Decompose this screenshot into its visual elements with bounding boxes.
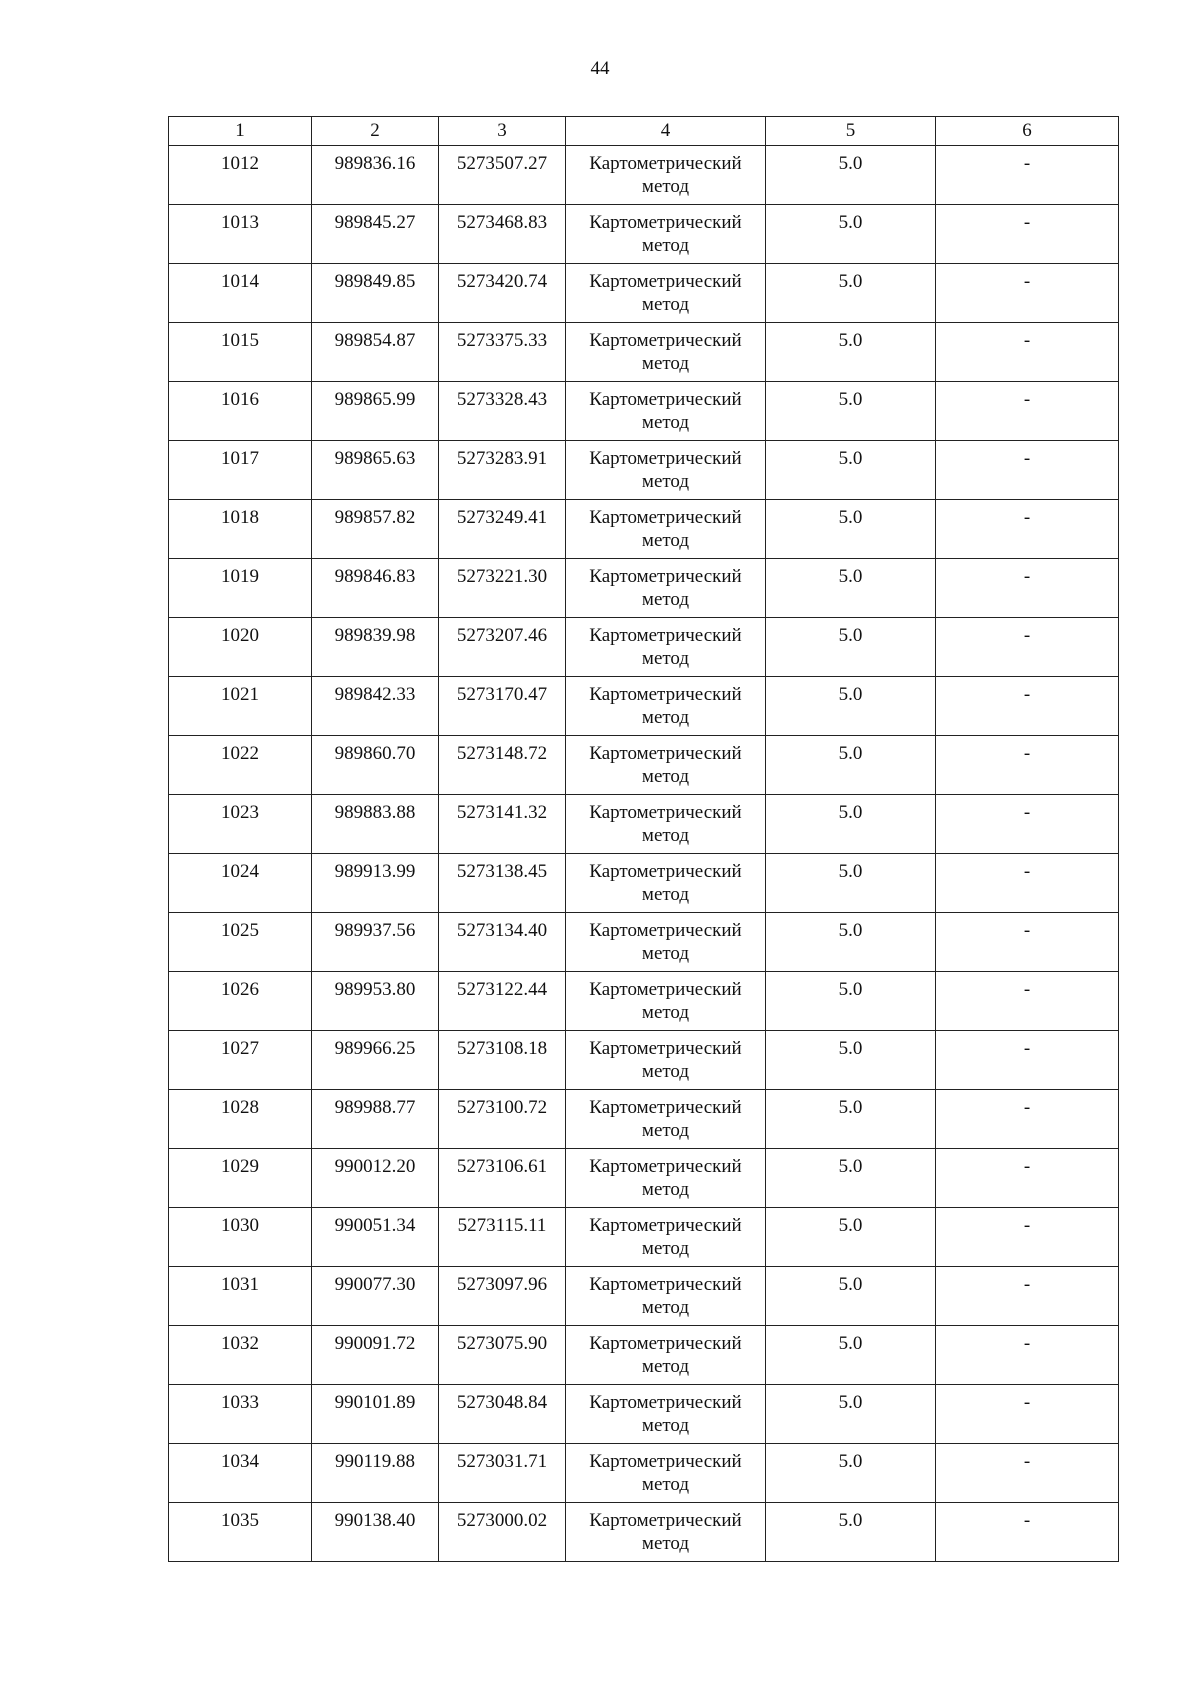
header-cell-1: 1: [169, 117, 312, 146]
cell-x-coordinate: 990138.40: [312, 1503, 439, 1562]
cell-y-coordinate: 5273507.27: [439, 146, 566, 205]
table-row: [169, 1326, 1119, 1385]
table-row: [169, 618, 1119, 677]
header-cell-6: 6: [936, 117, 1119, 146]
table-row: [169, 736, 1119, 795]
table-row: [169, 677, 1119, 736]
cell-y-coordinate: 5273134.40: [439, 913, 566, 972]
cell-method: Картометрический метод: [566, 205, 766, 264]
cell-note: -: [936, 1385, 1119, 1444]
cell-method: Картометрический метод: [566, 500, 766, 559]
cell-method: Картометрический метод: [566, 1031, 766, 1090]
cell-x-coordinate: 989857.82: [312, 500, 439, 559]
cell-accuracy: 5.0: [766, 972, 936, 1031]
cell-point-number: 1022: [169, 736, 312, 795]
table-body: [169, 146, 1119, 1562]
table-row: [169, 205, 1119, 264]
cell-x-coordinate: 989849.85: [312, 264, 439, 323]
cell-method: Картометрический метод: [566, 913, 766, 972]
cell-accuracy: 5.0: [766, 441, 936, 500]
table-row: [169, 972, 1119, 1031]
cell-x-coordinate: 989846.83: [312, 559, 439, 618]
cell-method: Картометрический метод: [566, 1149, 766, 1208]
cell-y-coordinate: 5273420.74: [439, 264, 566, 323]
cell-x-coordinate: 989937.56: [312, 913, 439, 972]
header-row: [169, 117, 1119, 146]
cell-accuracy: 5.0: [766, 913, 936, 972]
header-cell-3: 3: [439, 117, 566, 146]
cell-point-number: 1020: [169, 618, 312, 677]
table-row: [169, 913, 1119, 972]
cell-y-coordinate: 5273097.96: [439, 1267, 566, 1326]
cell-accuracy: 5.0: [766, 1385, 936, 1444]
cell-method: Картометрический метод: [566, 1267, 766, 1326]
cell-method: Картометрический метод: [566, 559, 766, 618]
cell-note: -: [936, 736, 1119, 795]
cell-note: -: [936, 1208, 1119, 1267]
cell-note: -: [936, 264, 1119, 323]
cell-note: -: [936, 500, 1119, 559]
header-cell-5: 5: [766, 117, 936, 146]
cell-note: -: [936, 854, 1119, 913]
cell-accuracy: 5.0: [766, 382, 936, 441]
cell-point-number: 1029: [169, 1149, 312, 1208]
cell-y-coordinate: 5273468.83: [439, 205, 566, 264]
cell-x-coordinate: 989836.16: [312, 146, 439, 205]
cell-note: -: [936, 146, 1119, 205]
cell-point-number: 1031: [169, 1267, 312, 1326]
cell-accuracy: 5.0: [766, 1267, 936, 1326]
cell-y-coordinate: 5273221.30: [439, 559, 566, 618]
cell-point-number: 1026: [169, 972, 312, 1031]
cell-point-number: 1012: [169, 146, 312, 205]
cell-accuracy: 5.0: [766, 795, 936, 854]
cell-point-number: 1015: [169, 323, 312, 382]
cell-note: -: [936, 1090, 1119, 1149]
table-row: [169, 1208, 1119, 1267]
cell-method: Картометрический метод: [566, 1208, 766, 1267]
cell-point-number: 1013: [169, 205, 312, 264]
table-row: [169, 1149, 1119, 1208]
cell-y-coordinate: 5273138.45: [439, 854, 566, 913]
cell-note: -: [936, 972, 1119, 1031]
header-cell-4: 4: [566, 117, 766, 146]
cell-y-coordinate: 5273328.43: [439, 382, 566, 441]
cell-y-coordinate: 5273075.90: [439, 1326, 566, 1385]
coordinates-table: [168, 116, 1119, 1562]
cell-point-number: 1017: [169, 441, 312, 500]
cell-accuracy: 5.0: [766, 677, 936, 736]
cell-note: -: [936, 1326, 1119, 1385]
cell-y-coordinate: 5273170.47: [439, 677, 566, 736]
cell-x-coordinate: 989883.88: [312, 795, 439, 854]
cell-method: Картометрический метод: [566, 1503, 766, 1562]
cell-method: Картометрический метод: [566, 854, 766, 913]
cell-x-coordinate: 990119.88: [312, 1444, 439, 1503]
cell-accuracy: 5.0: [766, 1031, 936, 1090]
cell-point-number: 1024: [169, 854, 312, 913]
cell-note: -: [936, 441, 1119, 500]
cell-note: -: [936, 1444, 1119, 1503]
cell-y-coordinate: 5273207.46: [439, 618, 566, 677]
cell-method: Картометрический метод: [566, 736, 766, 795]
cell-x-coordinate: 989854.87: [312, 323, 439, 382]
cell-method: Картометрический метод: [566, 146, 766, 205]
cell-method: Картометрический метод: [566, 618, 766, 677]
table-row: [169, 1503, 1119, 1562]
table-row: [169, 1267, 1119, 1326]
cell-y-coordinate: 5273108.18: [439, 1031, 566, 1090]
cell-point-number: 1023: [169, 795, 312, 854]
table-row: [169, 441, 1119, 500]
cell-point-number: 1035: [169, 1503, 312, 1562]
cell-point-number: 1030: [169, 1208, 312, 1267]
table-row: [169, 559, 1119, 618]
cell-point-number: 1014: [169, 264, 312, 323]
cell-accuracy: 5.0: [766, 559, 936, 618]
cell-method: Картометрический метод: [566, 382, 766, 441]
cell-y-coordinate: 5273249.41: [439, 500, 566, 559]
cell-x-coordinate: 989913.99: [312, 854, 439, 913]
cell-y-coordinate: 5273031.71: [439, 1444, 566, 1503]
cell-x-coordinate: 989988.77: [312, 1090, 439, 1149]
cell-point-number: 1016: [169, 382, 312, 441]
cell-x-coordinate: 990091.72: [312, 1326, 439, 1385]
table-row: [169, 146, 1119, 205]
cell-accuracy: 5.0: [766, 1149, 936, 1208]
cell-x-coordinate: 990077.30: [312, 1267, 439, 1326]
cell-x-coordinate: 990012.20: [312, 1149, 439, 1208]
cell-point-number: 1034: [169, 1444, 312, 1503]
cell-point-number: 1033: [169, 1385, 312, 1444]
cell-note: -: [936, 323, 1119, 382]
cell-note: -: [936, 618, 1119, 677]
cell-method: Картометрический метод: [566, 1090, 766, 1149]
cell-method: Картометрический метод: [566, 1444, 766, 1503]
cell-accuracy: 5.0: [766, 500, 936, 559]
table-row: [169, 854, 1119, 913]
cell-x-coordinate: 989860.70: [312, 736, 439, 795]
cell-note: -: [936, 677, 1119, 736]
cell-note: -: [936, 913, 1119, 972]
cell-x-coordinate: 990101.89: [312, 1385, 439, 1444]
table-row: [169, 323, 1119, 382]
cell-method: Картометрический метод: [566, 323, 766, 382]
table-row: [169, 264, 1119, 323]
cell-y-coordinate: 5273000.02: [439, 1503, 566, 1562]
table-row: [169, 1444, 1119, 1503]
table-row: [169, 1090, 1119, 1149]
cell-point-number: 1019: [169, 559, 312, 618]
cell-point-number: 1027: [169, 1031, 312, 1090]
cell-method: Картометрический метод: [566, 1326, 766, 1385]
cell-accuracy: 5.0: [766, 854, 936, 913]
cell-accuracy: 5.0: [766, 323, 936, 382]
cell-method: Картометрический метод: [566, 441, 766, 500]
header-cell-2: 2: [312, 117, 439, 146]
table-row: [169, 500, 1119, 559]
cell-y-coordinate: 5273100.72: [439, 1090, 566, 1149]
cell-accuracy: 5.0: [766, 618, 936, 677]
cell-x-coordinate: 989845.27: [312, 205, 439, 264]
cell-accuracy: 5.0: [766, 264, 936, 323]
cell-note: -: [936, 1149, 1119, 1208]
cell-accuracy: 5.0: [766, 1090, 936, 1149]
cell-y-coordinate: 5273115.11: [439, 1208, 566, 1267]
cell-x-coordinate: 989865.99: [312, 382, 439, 441]
cell-method: Картометрический метод: [566, 972, 766, 1031]
cell-x-coordinate: 990051.34: [312, 1208, 439, 1267]
cell-y-coordinate: 5273122.44: [439, 972, 566, 1031]
cell-note: -: [936, 1031, 1119, 1090]
cell-y-coordinate: 5273375.33: [439, 323, 566, 382]
cell-note: -: [936, 559, 1119, 618]
cell-point-number: 1018: [169, 500, 312, 559]
cell-method: Картометрический метод: [566, 677, 766, 736]
cell-accuracy: 5.0: [766, 146, 936, 205]
cell-x-coordinate: 989966.25: [312, 1031, 439, 1090]
cell-accuracy: 5.0: [766, 1444, 936, 1503]
table-row: [169, 795, 1119, 854]
cell-point-number: 1032: [169, 1326, 312, 1385]
cell-x-coordinate: 989953.80: [312, 972, 439, 1031]
cell-accuracy: 5.0: [766, 1326, 936, 1385]
cell-y-coordinate: 5273048.84: [439, 1385, 566, 1444]
cell-method: Картометрический метод: [566, 795, 766, 854]
cell-x-coordinate: 989865.63: [312, 441, 439, 500]
table-row: [169, 1031, 1119, 1090]
cell-note: -: [936, 795, 1119, 854]
cell-accuracy: 5.0: [766, 736, 936, 795]
cell-method: Картометрический метод: [566, 264, 766, 323]
cell-point-number: 1028: [169, 1090, 312, 1149]
cell-y-coordinate: 5273283.91: [439, 441, 566, 500]
table-row: [169, 1385, 1119, 1444]
cell-point-number: 1025: [169, 913, 312, 972]
table-row: [169, 382, 1119, 441]
cell-x-coordinate: 989839.98: [312, 618, 439, 677]
cell-note: -: [936, 205, 1119, 264]
cell-y-coordinate: 5273148.72: [439, 736, 566, 795]
cell-y-coordinate: 5273106.61: [439, 1149, 566, 1208]
cell-y-coordinate: 5273141.32: [439, 795, 566, 854]
cell-accuracy: 5.0: [766, 1503, 936, 1562]
cell-note: -: [936, 1267, 1119, 1326]
cell-x-coordinate: 989842.33: [312, 677, 439, 736]
cell-note: -: [936, 382, 1119, 441]
cell-accuracy: 5.0: [766, 205, 936, 264]
cell-method: Картометрический метод: [566, 1385, 766, 1444]
page-number: 44: [590, 58, 610, 79]
cell-accuracy: 5.0: [766, 1208, 936, 1267]
cell-point-number: 1021: [169, 677, 312, 736]
cell-note: -: [936, 1503, 1119, 1562]
